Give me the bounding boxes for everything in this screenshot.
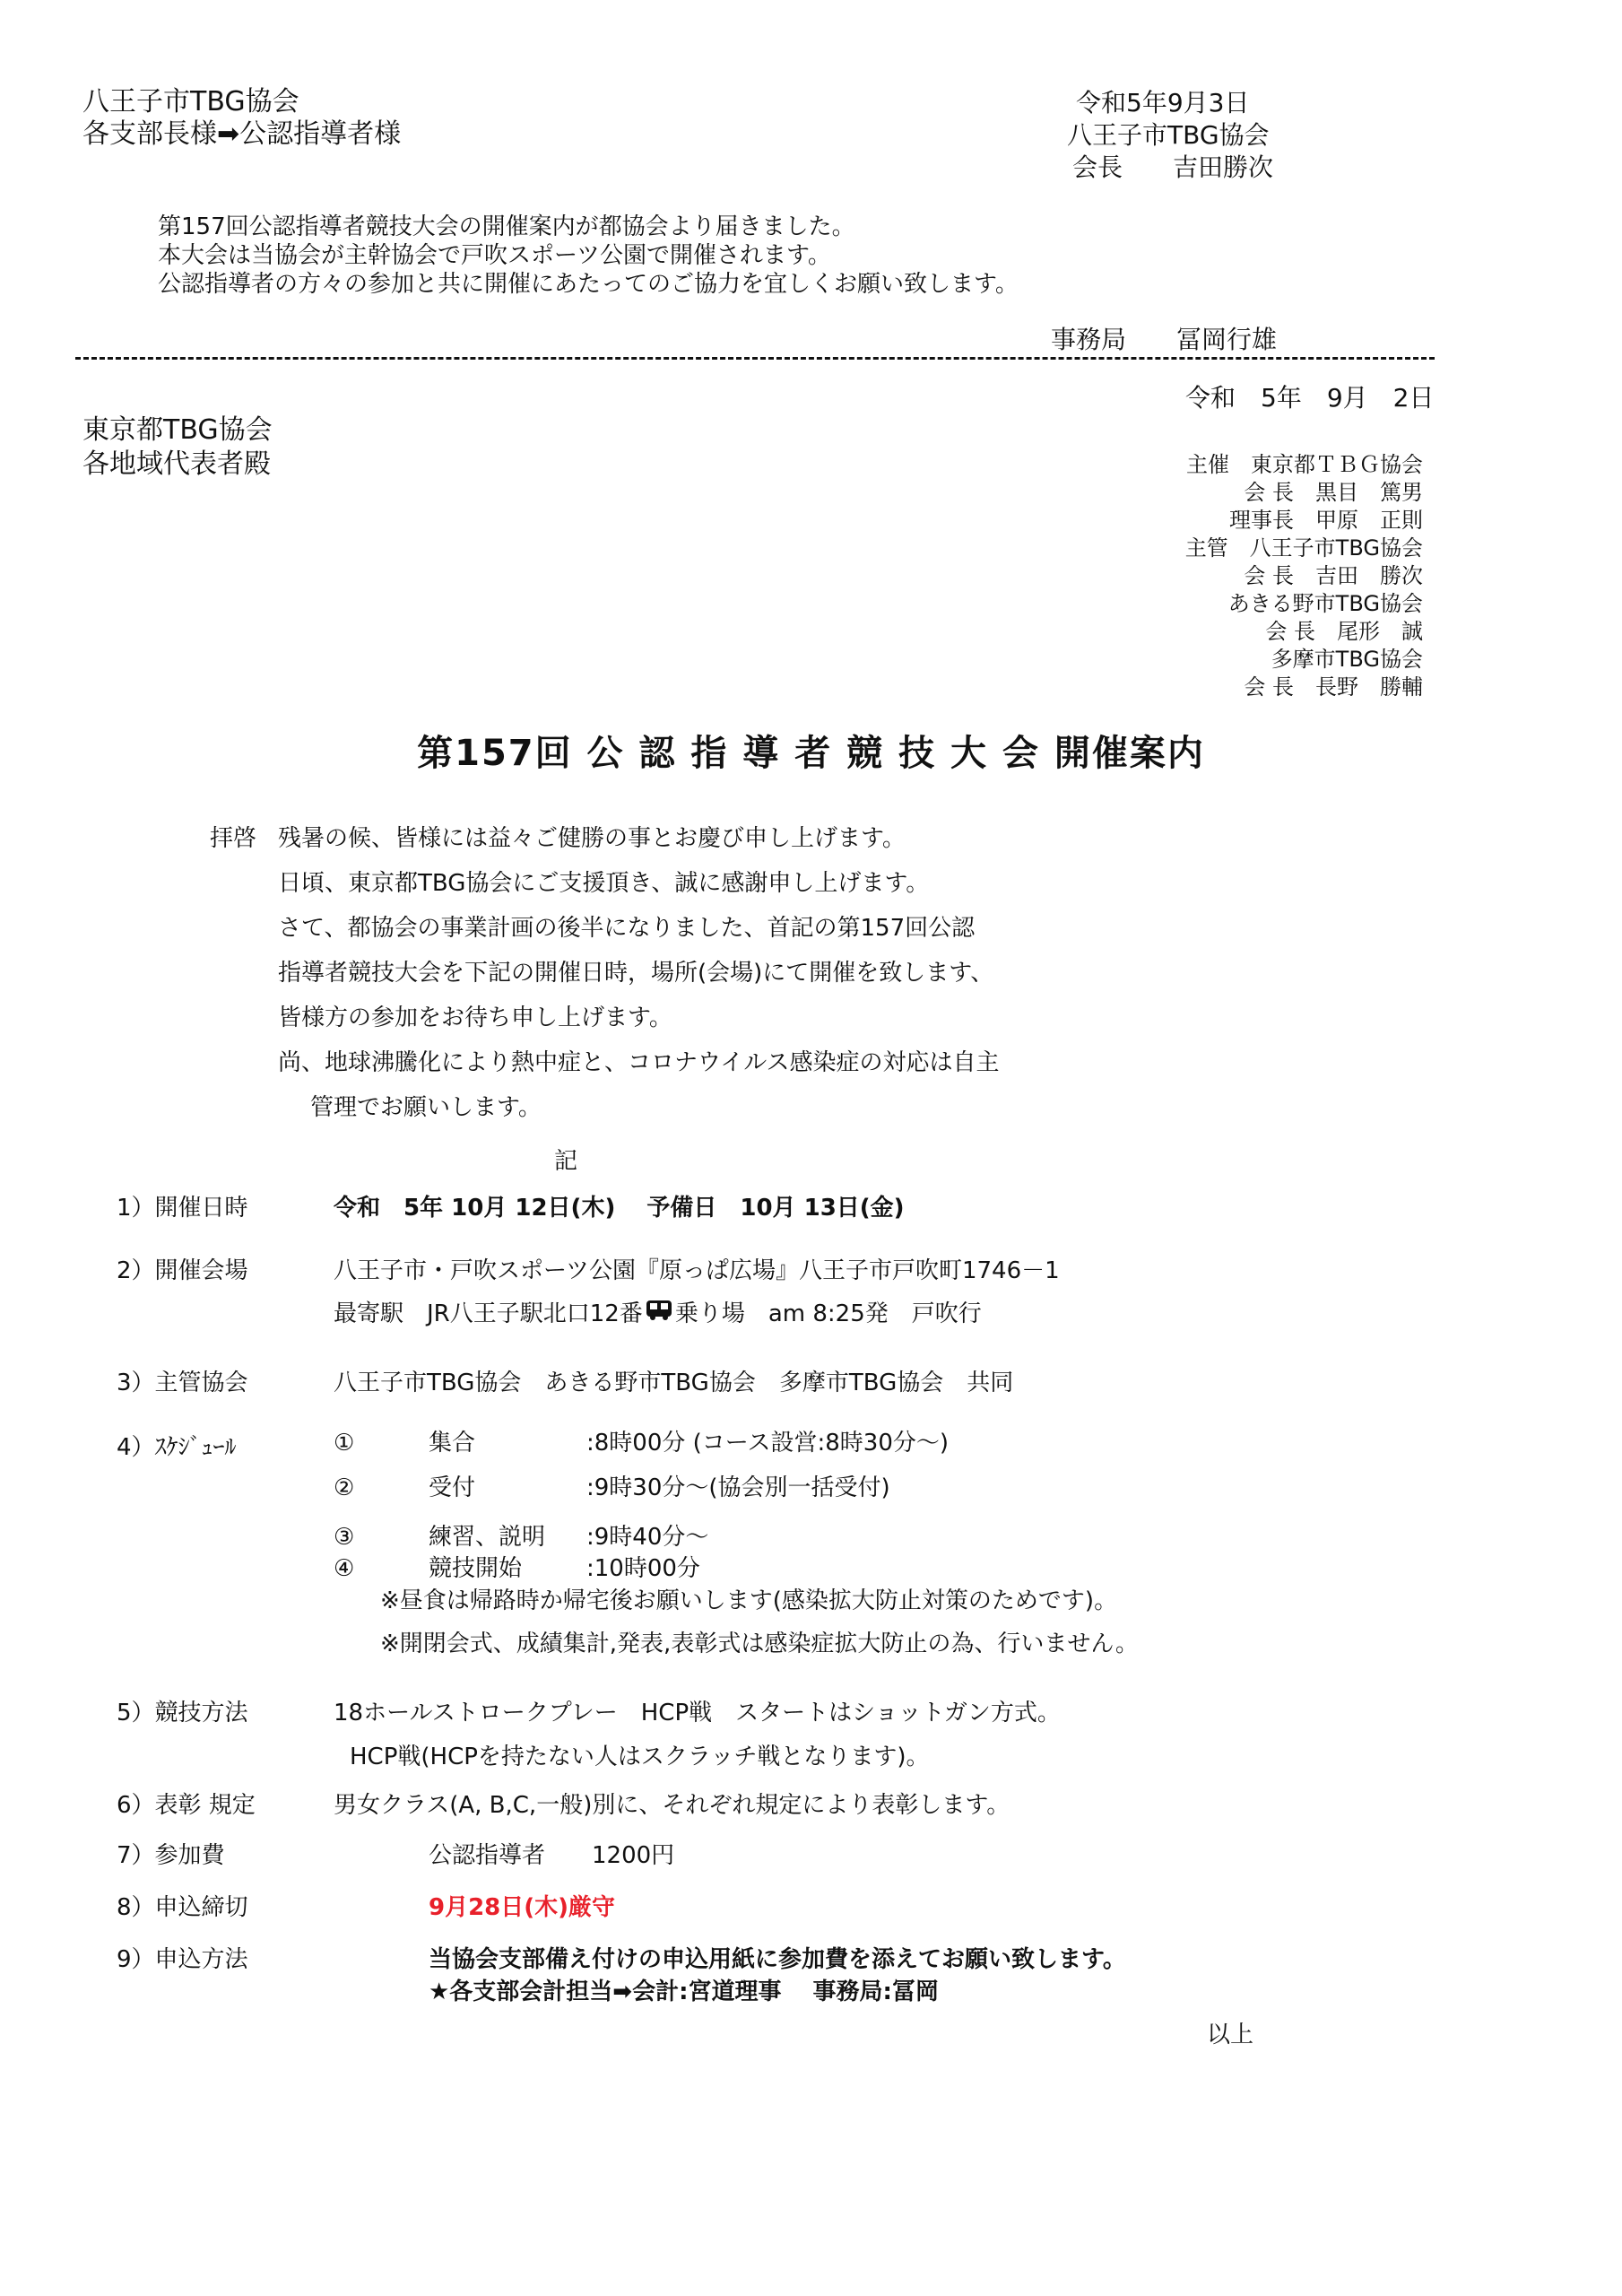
top-left-line1: 八王子市TBG協会 (82, 86, 299, 117)
item5-value-2: HCP戦(HCPを持たない人はスクラッチ戦となります)。 (350, 1744, 930, 1770)
schedule-time: :8時00分 (コース設営:8時30分～) (586, 1430, 950, 1457)
item9-value-2: ★各支部会計担当➡会計:宮道理事 事務局:冨岡 (429, 1979, 939, 2005)
schedule-num: ③ (334, 1524, 355, 1551)
schedule-time: :9時30分～(協会別一括受付) (586, 1474, 890, 1501)
sender-line-7: 会 長 尾形 誠 (1265, 619, 1423, 644)
letter-to-line1: 東京都TBG協会 (82, 414, 273, 446)
schedule-num: ② (334, 1474, 355, 1501)
item1-value: 令和 5年 10月 12日(木) 予備日 10月 13日(金) (334, 1195, 905, 1222)
item4-label: 4）ｽｹｼﾞｭｰﾙ (117, 1434, 237, 1461)
schedule-time: :10時00分 (586, 1555, 700, 1582)
greeting-head: 拝啓 (210, 825, 257, 852)
item3-label: 3）主管協会 (117, 1370, 248, 1396)
notice-line-2: 本大会は当協会が主幹協会で戸吹スポーツ公園で開催されます。 (158, 242, 831, 269)
item2-value-2a: 最寄駅 JR八王子駅北口12番 (334, 1300, 643, 1327)
item5-label: 5）競技方法 (117, 1700, 248, 1726)
office-signature: 事務局 冨岡行雄 (1051, 325, 1278, 354)
top-president: 会長 吉田勝次 (1072, 152, 1274, 182)
schedule-name: 集合 (429, 1430, 476, 1457)
schedule-note-1: ※昼食は帰路時か帰宅後お願いします(感染拡大防止対策のためです)。 (380, 1587, 1118, 1614)
dashed-separator (75, 357, 1435, 360)
greeting-line-4: 指導者競技大会を下記の開催日時，場所(会場)にて開催を致します、 (278, 960, 994, 987)
item6-value: 男女クラス(A, B,C,一般)別に、それぞれ規定により表彰します。 (334, 1792, 1010, 1819)
item2-value-1: 八王子市・戸吹スポーツ公園『原っぱ広場』八王子市戸吹町1746－1 (334, 1257, 1060, 1284)
greeting-line-2: 日頃、東京都TBG協会にご支援頂き、誠に感謝申し上げます。 (278, 870, 930, 897)
closing-mark: 以上 (1207, 2022, 1254, 2048)
top-date: 令和5年9月3日 (1076, 88, 1250, 117)
sender-line-3: 理事長 甲原 正則 (1229, 508, 1423, 533)
item7-label: 7）参加費 (117, 1842, 225, 1869)
greeting-line-5: 皆様方の参加をお待ち申し上げます。 (278, 1004, 672, 1031)
notice-line-3: 公認指導者の方々の参加と共に開催にあたってのご協力を宜しくお願い致します。 (158, 271, 1019, 298)
item7-value: 公認指導者 1200円 (429, 1842, 675, 1869)
schedule-time: :9時40分～ (586, 1524, 709, 1551)
notice-line-1: 第157回公認指導者競技大会の開催案内が都協会より届きました。 (158, 213, 855, 240)
item9-label: 9）申込方法 (117, 1946, 248, 1973)
sender-line-2: 会 長 黒目 篤男 (1244, 480, 1423, 505)
item2-label: 2）開催会場 (117, 1257, 248, 1284)
ki-mark: 記 (554, 1148, 578, 1175)
item2-value-2b: 乗り場 am 8:25発 戸吹行 (674, 1300, 982, 1327)
schedule-name: 練習、説明 (429, 1524, 546, 1551)
letter-date: 令和 5年 9月 2日 (1185, 383, 1435, 413)
item5-value-1: 18ホールストロークプレー HCP戦 スタートはショットガン方式。 (334, 1700, 1061, 1726)
top-org: 八王子市TBG協会 (1067, 120, 1270, 150)
schedule-note-2: ※開閉会式、成績集計,発表,表彰式は感染症拡大防止の為、行いません。 (380, 1631, 1139, 1657)
sender-line-1: 主催 東京都ＴＢＧ協会 (1186, 452, 1423, 477)
sender-line-5: 会 長 吉田 勝次 (1244, 563, 1423, 588)
document-title: 第157回 公 認 指 導 者 競 技 大 会 開催案内 (417, 733, 1205, 774)
item6-label: 6）表彰 規定 (117, 1792, 256, 1819)
schedule-name: 競技開始 (429, 1555, 523, 1582)
greeting-line-6: 尚、地球沸騰化により熱中症と、コロナウイルス感染症の対応は自主 (278, 1049, 1000, 1076)
bus-icon (645, 1299, 673, 1330)
item8-deadline: 9月28日(木)厳守 (429, 1894, 616, 1921)
schedule-num: ① (334, 1430, 355, 1457)
schedule-name: 受付 (429, 1474, 476, 1501)
greeting-line-7: 管理でお願いします。 (310, 1094, 542, 1121)
sender-line-8: 多摩市TBG協会 (1271, 647, 1423, 672)
item3-value: 八王子市TBG協会 あきる野市TBG協会 多摩市TBG協会 共同 (334, 1370, 1014, 1396)
item8-label: 8）申込締切 (117, 1894, 248, 1921)
sender-line-4: 主管 八王子市TBG協会 (1184, 535, 1423, 561)
sender-line-9: 会 長 長野 勝輔 (1244, 674, 1423, 700)
item1-label: 1）開催日時 (117, 1195, 248, 1222)
letter-to-line2: 各地域代表者殿 (82, 448, 271, 480)
top-left-line2: 各支部長様➡公認指導者様 (82, 118, 402, 150)
item2-value-2 (334, 1299, 982, 1330)
item9-value-1: 当協会支部備え付けの申込用紙に参加費を添えてお願い致します。 (429, 1946, 1126, 1973)
sender-line-6: あきる野市TBG協会 (1227, 591, 1423, 616)
greeting-line-3: さて、都協会の事業計画の後半になりました、首記の第157回公認 (278, 915, 976, 942)
greeting-line-1: 残暑の候、皆様には益々ご健勝の事とお慶び申し上げます。 (278, 825, 906, 852)
schedule-num: ④ (334, 1555, 355, 1582)
